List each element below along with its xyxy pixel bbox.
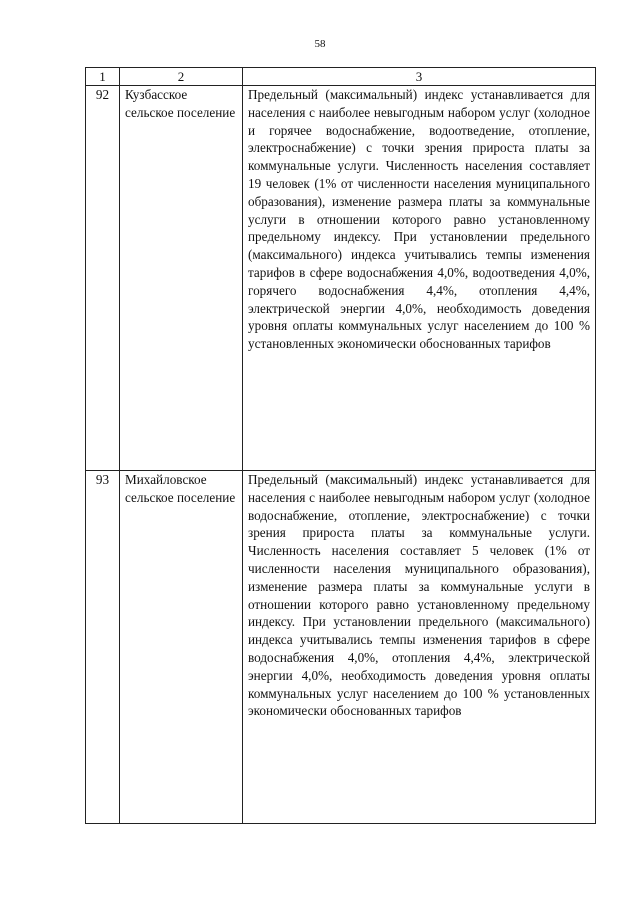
column-header-number: 1 xyxy=(86,68,120,86)
row-number-cell: 93 xyxy=(86,471,120,824)
column-header-name: 2 xyxy=(120,68,243,86)
table-row xyxy=(86,471,596,824)
tariff-index-table xyxy=(85,67,596,824)
column-header-description: 3 xyxy=(243,68,596,86)
index-description-cell: Предельный (максимальный) индекс устанавливается для населения с наиболее невыгодным набором услуг (холодное водоснабжение, отопление, электроснабжение) с точки зрения прироста платы за коммунальные услуги. Численность населения составляет 5 человек (1% от численности населения муниципального образования), изменение размера платы за коммунальные услуги в отношении которого равно установленному предельному индексу. При установлении предельного (максимального) индекса учитывались темпы изменения тарифов в сфере водоснабжения 4,0%, отопления 4,4%, электрической энергии 4,0%, необходимость доведения уровня оплаты коммунальных услуг населением до 100 % установленных экономически обоснованных тарифов xyxy=(243,471,596,824)
row-number-cell: 92 xyxy=(86,86,120,471)
index-description-cell: Предельный (максимальный) индекс устанавливается для населения с наиболее невыгодным набором услуг (холодное и горячее водоснабжение, водоотведение, отопление, электроснабжение) с точки зрения прироста платы за коммунальные услуги. Численность населения составляет 19 человек (1% от численности населения муниципального образования), изменение размера платы за коммунальные услуги в отношении которого равно установленному предельному индексу. При установлении предельного (максимального) индекса учитывались темпы изменения тарифов в сфере водоснабжения 4,0%, водоотведения 4,0%, горячего водоснабжения 4,4%, отопления 4,4%, электрической энергии 4,0%, необходимость доведения уровня оплаты коммунальных услуг населением до 100 % установленных экономически обоснованных тарифов xyxy=(243,86,596,471)
table-body xyxy=(86,86,596,824)
table-header-row xyxy=(86,68,596,86)
settlement-name-cell: Кузбасское сельское поселение xyxy=(120,86,243,471)
settlement-name-cell: Михайловское сельское поселение xyxy=(120,471,243,824)
table-header xyxy=(86,68,596,86)
page-number: 58 xyxy=(314,38,326,50)
table-row xyxy=(86,86,596,471)
